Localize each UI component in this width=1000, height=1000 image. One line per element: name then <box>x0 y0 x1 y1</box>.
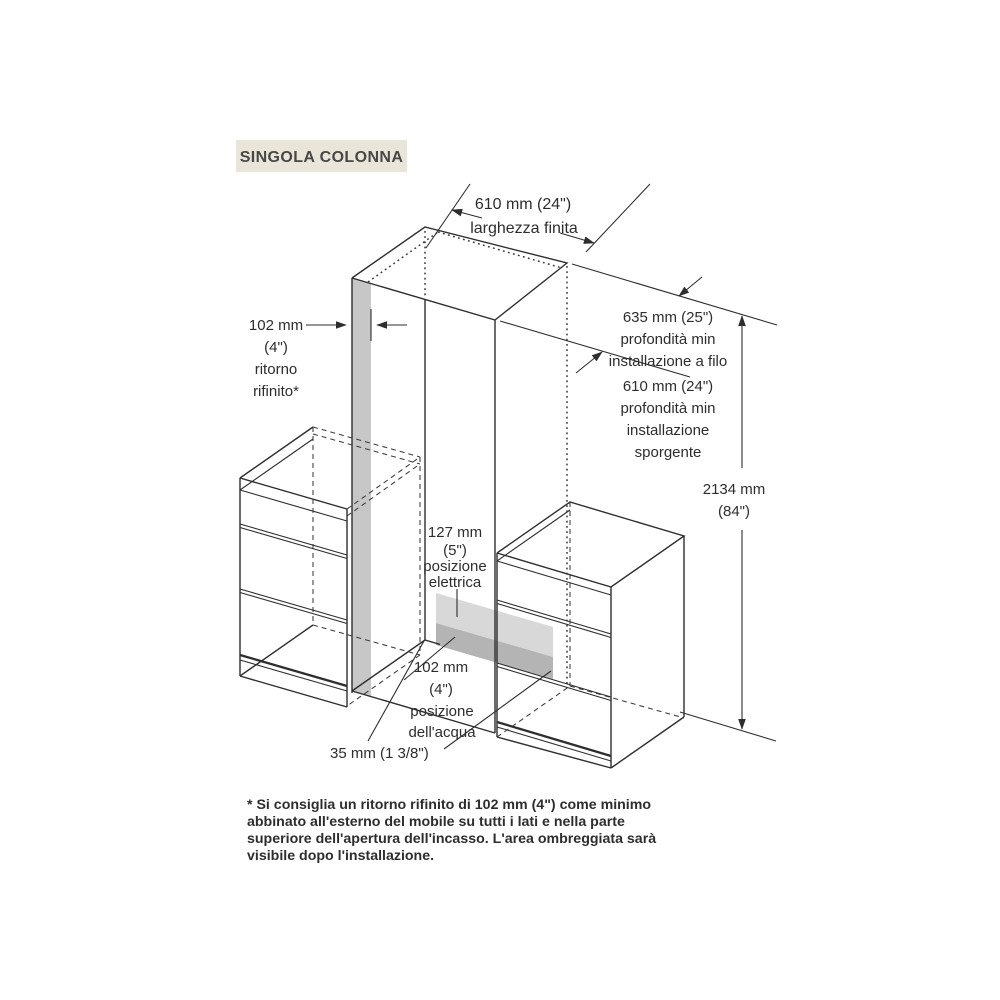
label-electric-value: 127 mm <box>427 524 483 541</box>
label-height-inches: (84") <box>718 503 750 520</box>
label-electric-inches: (5") <box>443 542 467 559</box>
label-depth-flush-caption1: profondità min <box>620 331 716 348</box>
shaded-areas <box>352 278 553 697</box>
label-return-caption1: ritorno <box>254 361 298 378</box>
label-depth-proud-value: 610 mm (24") <box>622 378 714 395</box>
label-width-caption: larghezza finita <box>470 220 578 237</box>
title-box <box>236 140 407 172</box>
depth-arrow-top <box>679 277 702 296</box>
label-plinth-value: 35 mm (1 3/8") <box>330 745 429 762</box>
label-height-value: 2134 mm <box>702 481 766 498</box>
label-return-inches: (4") <box>264 339 288 356</box>
label-width-value: 610 mm (24") <box>474 196 572 213</box>
footnote-line-3: superiore dell'apertura dell'incasso. L'area ombreggiata sarà <box>247 831 657 847</box>
footnote-line-1: * Si consiglia un ritorno rifinito di 102 mm (4") come minimo <box>247 797 652 813</box>
labels <box>249 196 765 762</box>
label-water-caption1: posizione <box>410 703 474 720</box>
footnote-line-2: abbinato all'esterno del mobile su tutti i lati e nella parte <box>247 814 625 830</box>
label-electric-caption1: posizione <box>423 558 487 575</box>
label-water-value: 102 mm <box>413 659 469 676</box>
page-title: SINGOLA COLONNA <box>239 149 404 166</box>
label-depth-flush-caption2: installazione a filo <box>608 353 728 370</box>
left-cabinet <box>240 427 420 707</box>
label-water-inches: (4") <box>429 681 453 698</box>
footnote-line-4: visibile dopo l'installazione. <box>247 848 435 864</box>
shaded-return-strip <box>352 278 371 697</box>
label-return-value: 102 mm <box>248 317 304 334</box>
label-electric-caption2: elettrica <box>428 574 482 591</box>
label-depth-flush-value: 635 mm (25") <box>622 309 714 326</box>
label-return-caption2: rifinito* <box>253 383 299 400</box>
label-depth-proud-caption1: profondità min <box>620 400 716 417</box>
label-depth-proud-caption3: sporgente <box>634 444 702 461</box>
depth-arrow-bottom <box>576 352 602 373</box>
footnote <box>247 797 656 864</box>
label-depth-proud-caption2: installazione <box>626 422 710 439</box>
label-water-caption2: dell'acqua <box>408 724 476 741</box>
